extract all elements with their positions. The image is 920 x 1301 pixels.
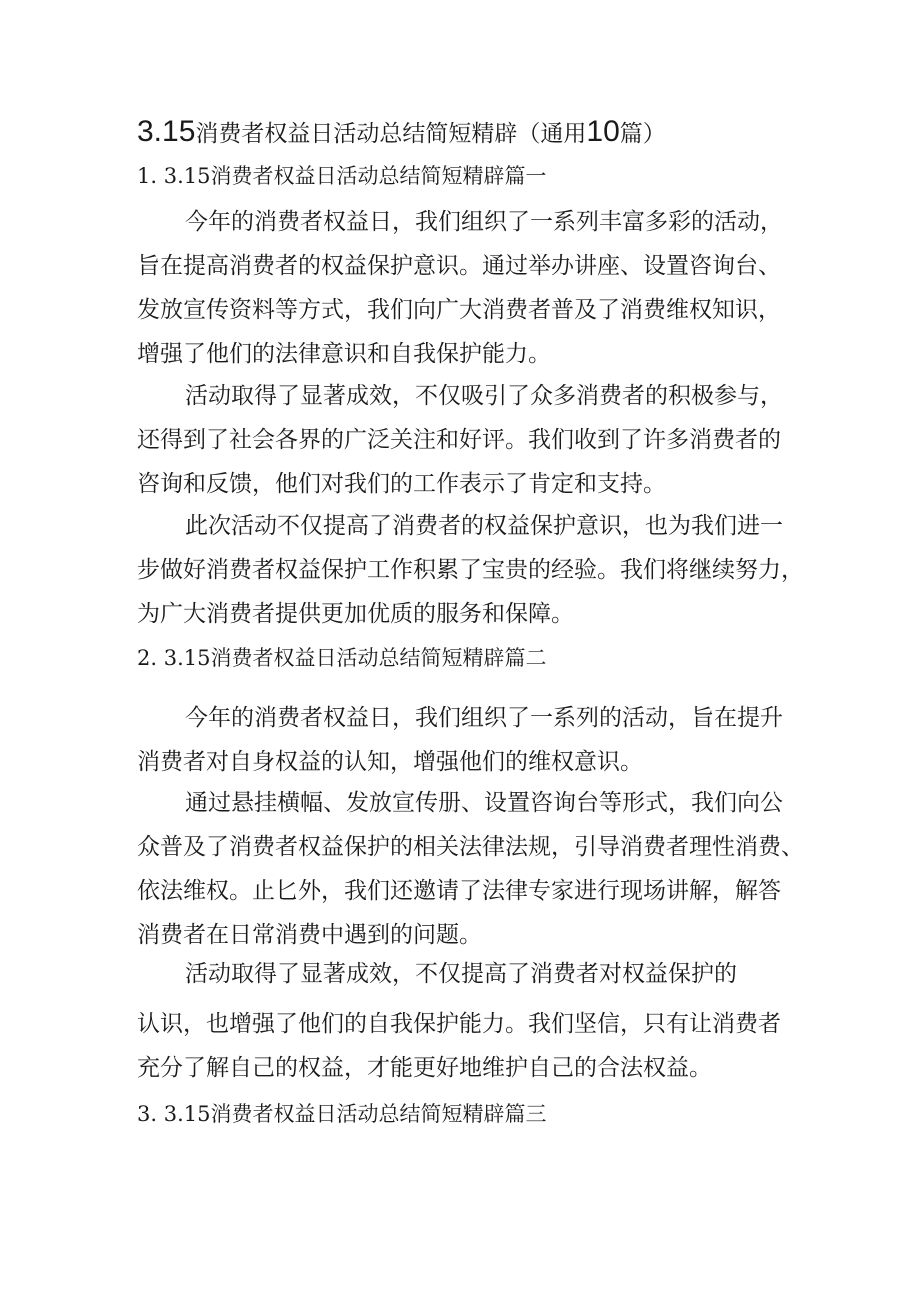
section-heading-2: 2. 3.15消费者权益日活动总结简短精辟篇二 (137, 646, 547, 670)
paragraph-line: 消费者对自身权益的认知，增强他们的维权意识。 (137, 749, 643, 775)
paragraph (137, 374, 793, 506)
paragraph (137, 781, 804, 957)
paragraph-line: 众普及了消费者权益保护的相关法律法规，引导消费者理性消费、 (137, 834, 804, 860)
paragraph-line: 认识，也增强了他们的自我保护能力。我们坚信，只有让消费者 (137, 1011, 781, 1037)
title-suffix: 篇） (619, 121, 666, 147)
paragraph (137, 952, 793, 996)
section-heading-3: 3. 3.15消费者权益日活动总结简短精辟篇三 (137, 1102, 547, 1126)
paragraph-line: 咨询和反馈，他们对我们的工作表示了肯定和支持。 (137, 471, 666, 497)
paragraph-line: 今年的消费者权益日，我们组织了一系列丰富多彩的活动， (185, 209, 783, 235)
document-title (137, 112, 666, 154)
paragraph-line: 消费者在日常消费中遇到的问题。 (137, 922, 482, 948)
paragraph-line: 充分了解自己的权益，才能更好地维护自己的合法权益。 (137, 1055, 712, 1081)
title-middle: 消费者权益日活动总结简短精辟（通用 (195, 121, 587, 147)
title-count: 10 (586, 115, 620, 148)
paragraph (137, 504, 804, 636)
paragraph-line: 活动取得了显著成效，不仅提高了消费者对权益保护的 (185, 961, 737, 987)
paragraph-line: 今年的消费者权益日，我们组织了一系列的活动，旨在提升 (185, 705, 783, 731)
paragraph-line: 还得到了社会各界的广泛关注和好评。我们收到了许多消费者的 (137, 427, 781, 453)
paragraph-line: 通过悬挂横幅、发放宣传册、设置咨询台等形式，我们向公 (185, 790, 783, 816)
paragraph-line: 发放宣传资料等方式，我们向广大消费者普及了消费维权知识， (137, 297, 781, 323)
paragraph-line: 为广大消费者提供更加优质的服务和保障。 (137, 601, 574, 627)
section-heading-1: 1. 3.15消费者权益日活动总结简短精辟篇一 (137, 164, 547, 188)
paragraph-line: 旨在提高消费者的权益保护意识。通过举办讲座、设置咨询台、 (137, 253, 781, 279)
paragraph (137, 1002, 793, 1090)
paragraph-line: 步做好消费者权益保护工作积累了宝贵的经验。我们将继续努力， (137, 557, 804, 583)
paragraph (137, 696, 793, 784)
paragraph (137, 200, 793, 376)
title-prefix: 3.15 (137, 115, 196, 148)
paragraph-line: 此次活动不仅提高了消费者的权益保护意识，也为我们进一 (185, 513, 783, 539)
paragraph-line: 活动取得了显著成效，不仅吸引了众多消费者的积极参与， (185, 383, 783, 409)
paragraph-line: 依法维权。止匕外，我们还邀请了法律专家进行现场讲解，解答 (137, 878, 781, 904)
paragraph-line: 增强了他们的法律意识和自我保护能力。 (137, 341, 551, 367)
